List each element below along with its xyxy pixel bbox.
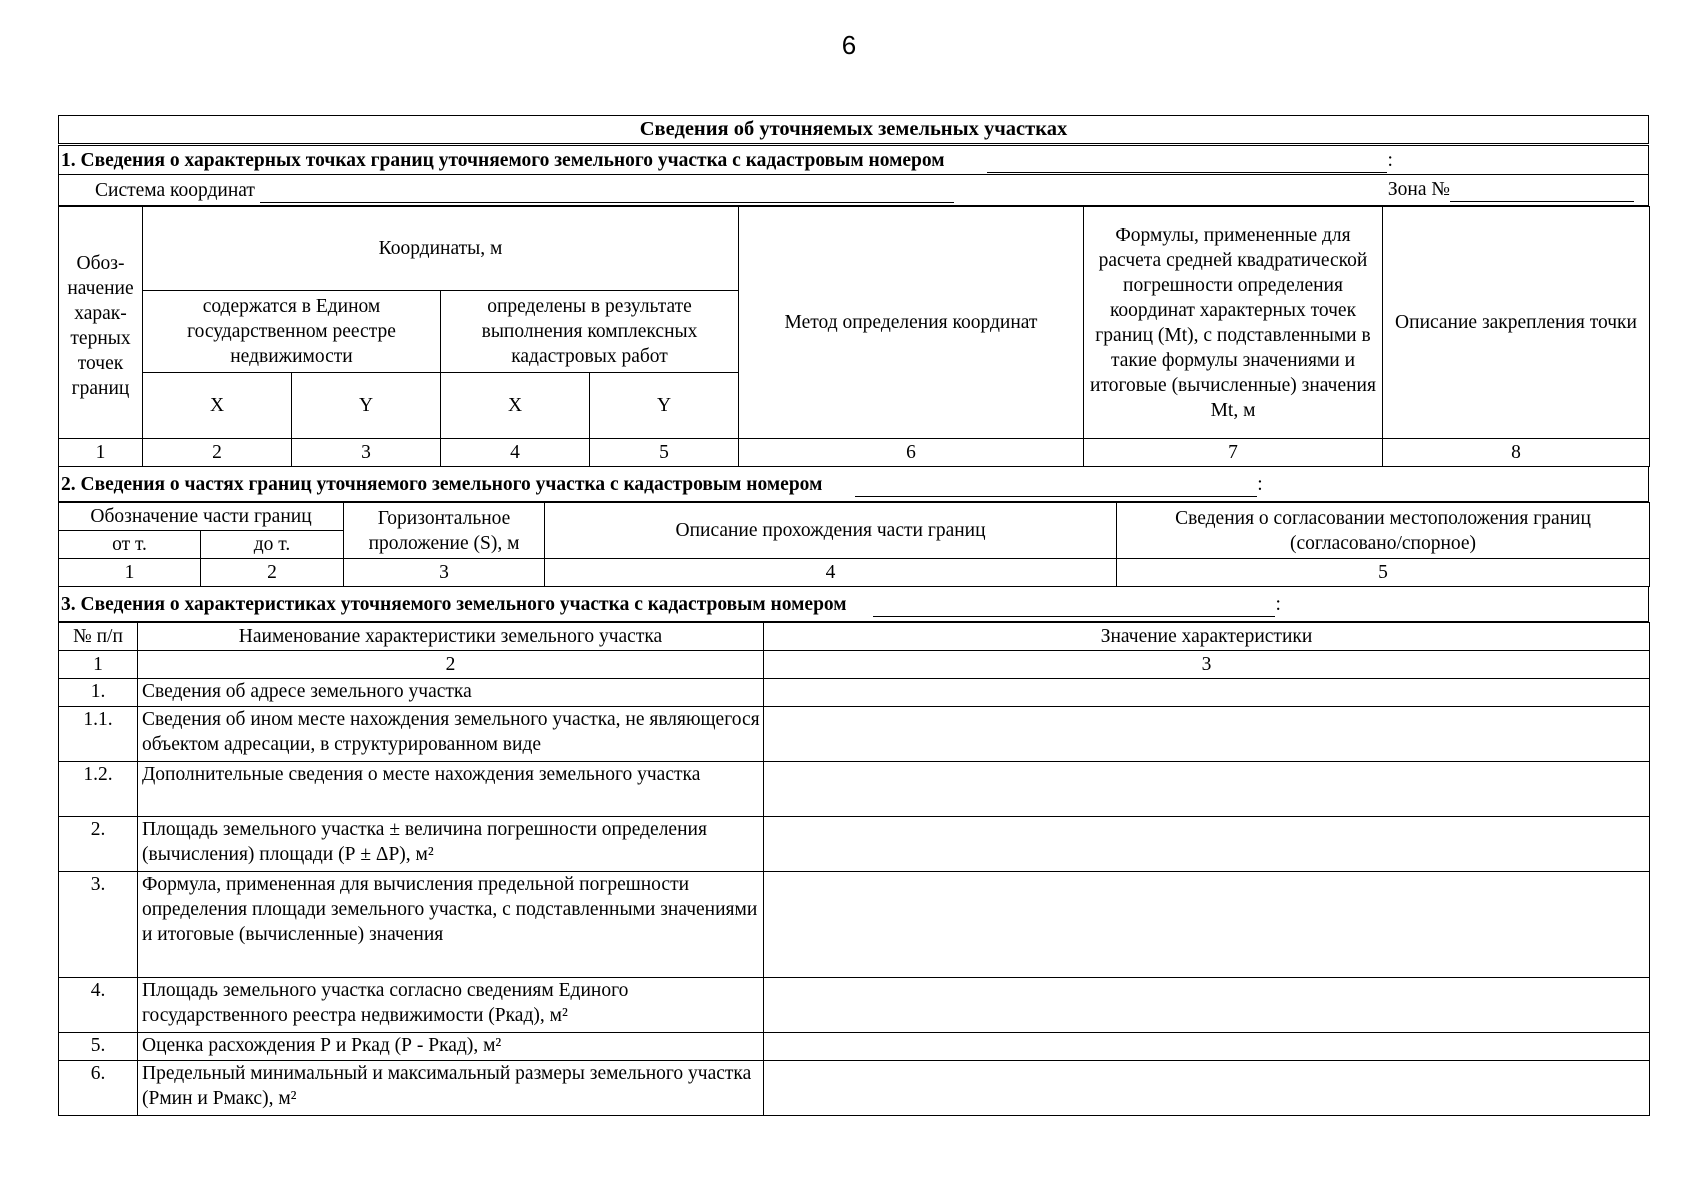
col-no: № п/п bbox=[59, 623, 138, 651]
row-value[interactable] bbox=[764, 872, 1650, 978]
row-name: Площадь земельного участка ± величина погрешности определения (вычисления) площади (Р ± ΔР), м² bbox=[138, 817, 764, 872]
row-number: 1.2. bbox=[59, 762, 138, 817]
col-number: 2 bbox=[138, 651, 764, 679]
cadastral-number-line-1[interactable] bbox=[987, 152, 1387, 173]
row-value[interactable] bbox=[764, 762, 1650, 817]
col-x-egrn: X bbox=[143, 373, 292, 439]
col-method: Метод определения координат bbox=[739, 207, 1084, 439]
row-name: Сведения об адресе земельного участка bbox=[138, 679, 764, 707]
row-value[interactable] bbox=[764, 978, 1650, 1033]
col-number: 4 bbox=[545, 559, 1117, 587]
zone-label: Зона № bbox=[1387, 179, 1450, 200]
table-row bbox=[59, 872, 1650, 978]
characteristics-table bbox=[58, 622, 1650, 1116]
col-complex-works: определены в результате выполнения комплексных кадастровых работ bbox=[441, 291, 739, 373]
section3-header: 3. Сведения о характеристиках уточняемого земельного участка с кадастровым номером : bbox=[58, 587, 1649, 622]
cadastral-number-line-2[interactable] bbox=[855, 476, 1257, 497]
row-value[interactable] bbox=[764, 1061, 1650, 1116]
row-value[interactable] bbox=[764, 1033, 1650, 1061]
col-number: 3 bbox=[344, 559, 545, 587]
row-name: Формула, примененная для вычисления предельной погрешности определения площади земельного участка, с подставленными значениями и итоговые (вычисленные) значения bbox=[138, 872, 764, 978]
cadastral-number-line-3[interactable] bbox=[873, 596, 1275, 617]
table-row bbox=[59, 817, 1650, 872]
row-number: 2. bbox=[59, 817, 138, 872]
page-number: 6 bbox=[841, 30, 857, 60]
form-frame bbox=[58, 115, 1649, 1116]
col-fixing: Описание закрепления точки bbox=[1383, 207, 1650, 439]
col-agreement: Сведения о согласовании местоположения границ (согласовано/спорное) bbox=[1117, 503, 1650, 559]
col-formulas: Формулы, примененные для расчета средней квадратической погрешности определения координат характерных точек границ (Mt), с подставленными в такие формулы значениями и итоговые (вычисленные) значения Mt, м bbox=[1084, 207, 1383, 439]
col-y-complex: Y bbox=[590, 373, 739, 439]
section1-heading: 1. Сведения о характерных точках границ уточняемого земельного участка с кадастровым номером bbox=[61, 149, 945, 171]
row-value[interactable] bbox=[764, 817, 1650, 872]
col-to: до т. bbox=[201, 531, 344, 559]
col-part-designation: Обозначение части границ bbox=[59, 503, 344, 531]
table-row bbox=[59, 679, 1650, 707]
table-row bbox=[59, 762, 1650, 817]
row-number: 6. bbox=[59, 1061, 138, 1116]
col-from: от т. bbox=[59, 531, 201, 559]
form-title: Сведения об уточняемых земельных участках bbox=[59, 116, 1649, 145]
col-number: 3 bbox=[764, 651, 1650, 679]
zone-line[interactable] bbox=[1450, 181, 1634, 202]
row-number: 5. bbox=[59, 1033, 138, 1061]
coord-system-line[interactable] bbox=[260, 182, 954, 203]
title-table bbox=[58, 115, 1649, 146]
col-number: 2 bbox=[143, 439, 292, 467]
points-table bbox=[58, 206, 1650, 467]
col-number: 5 bbox=[1117, 559, 1650, 587]
row-name: Дополнительные сведения о месте нахождения земельного участка bbox=[138, 762, 764, 817]
col-egrn: содержатся в Едином государственном реестре недвижимости bbox=[143, 291, 441, 373]
section1-header: 1. Сведения о характерных точках границ уточняемого земельного участка с кадастровым номером : Система координат Зона № bbox=[58, 146, 1649, 206]
col-number: 3 bbox=[292, 439, 441, 467]
section2-header: 2. Сведения о частях границ уточняемого земельного участка с кадастровым номером : bbox=[58, 467, 1649, 502]
col-part-description: Описание прохождения части границ bbox=[545, 503, 1117, 559]
col-number: 7 bbox=[1084, 439, 1383, 467]
col-number: 1 bbox=[59, 651, 138, 679]
col-designation: Обоз-начение харак-терных точек границ bbox=[59, 207, 143, 439]
col-x-complex: X bbox=[441, 373, 590, 439]
row-number: 4. bbox=[59, 978, 138, 1033]
table-row bbox=[59, 1033, 1650, 1061]
section3-heading: 3. Сведения о характеристиках уточняемого земельного участка с кадастровым номером bbox=[61, 593, 847, 615]
col-number: 1 bbox=[59, 439, 143, 467]
row-number: 1.1. bbox=[59, 707, 138, 762]
col-number: 2 bbox=[201, 559, 344, 587]
col-horizontal: Горизонтальное проложение (S), м bbox=[344, 503, 545, 559]
row-name: Площадь земельного участка согласно сведениям Единого государственного реестра недвижимости (Ркад), м² bbox=[138, 978, 764, 1033]
col-number: 6 bbox=[739, 439, 1084, 467]
table-row bbox=[59, 707, 1650, 762]
row-name: Оценка расхождения Р и Ркад (Р - Ркад), м² bbox=[138, 1033, 764, 1061]
col-number: 4 bbox=[441, 439, 590, 467]
row-name: Сведения об ином месте нахождения земельного участка, не являющегося объектом адресации, в структурированном виде bbox=[138, 707, 764, 762]
table-row bbox=[59, 1061, 1650, 1116]
col-characteristic-value: Значение характеристики bbox=[764, 623, 1650, 651]
table-row bbox=[59, 978, 1650, 1033]
row-value[interactable] bbox=[764, 679, 1650, 707]
parts-table bbox=[58, 502, 1650, 587]
section2-heading: 2. Сведения о частях границ уточняемого земельного участка с кадастровым номером bbox=[61, 473, 823, 495]
col-number: 1 bbox=[59, 559, 201, 587]
row-number: 1. bbox=[59, 679, 138, 707]
col-number: 8 bbox=[1383, 439, 1650, 467]
row-value[interactable] bbox=[764, 707, 1650, 762]
col-characteristic-name: Наименование характеристики земельного участка bbox=[138, 623, 764, 651]
row-number: 3. bbox=[59, 872, 138, 978]
row-name: Предельный минимальный и максимальный размеры земельного участка (Рмин и Рмакс), м² bbox=[138, 1061, 764, 1116]
col-y-egrn: Y bbox=[292, 373, 441, 439]
col-number: 5 bbox=[590, 439, 739, 467]
col-coordinates: Координаты, м bbox=[143, 207, 739, 291]
coord-system-label: Система координат bbox=[95, 179, 255, 201]
